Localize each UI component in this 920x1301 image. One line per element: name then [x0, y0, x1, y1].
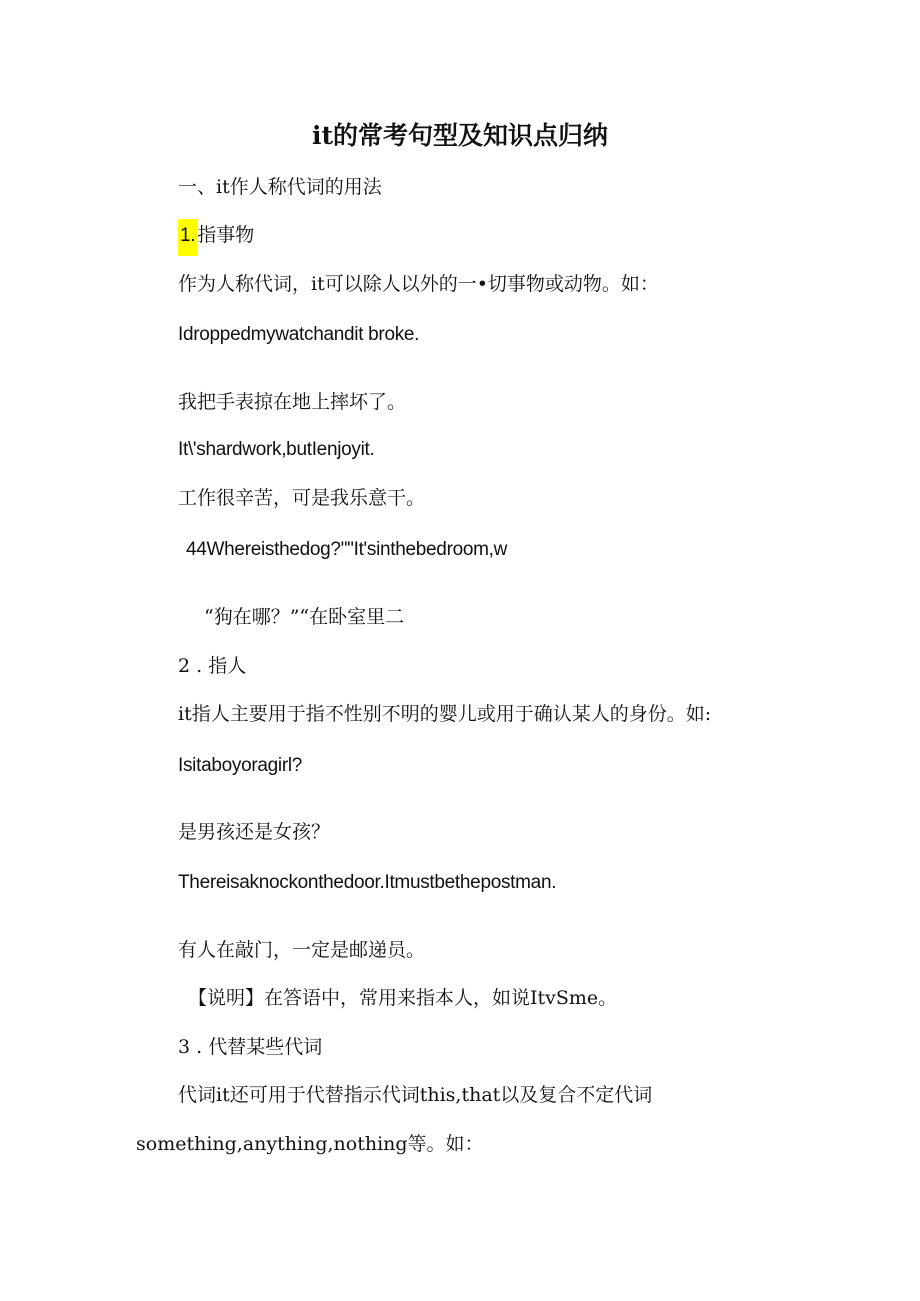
list-item-3: 3 . 代替某些代词 — [178, 1036, 323, 1058]
example-sentence: Idroppedmywatchandit broke. — [178, 324, 420, 345]
example-sentence: Isitaboyoragirl? — [178, 755, 303, 776]
translation: 工作很辛苦，可是我乐意干。 — [178, 487, 426, 509]
paragraph-continuation: something,anything,nothing等。如： — [136, 1133, 484, 1155]
example-sentence: Thereisaknockonthedoor.Itmustbethepostman. — [178, 872, 557, 893]
page-title: it的常考句型及知识点归纳 — [311, 121, 609, 150]
paragraph: 代词it还可用于代替指示代词this,that以及复合不定代词 — [178, 1084, 653, 1106]
list-item-1-text: 指事物 — [197, 224, 255, 246]
section-heading: 一、it作人称代词的用法 — [178, 176, 382, 198]
paragraph: it指人主要用于指不性别不明的婴儿或用于确认某人的身份。如: — [178, 703, 712, 725]
paragraph: 作为人称代词，it可以除人以外的一•切事物或动物。如： — [178, 273, 659, 295]
example-sentence: 44Whereisthedog?""It'sinthebedroom,w — [186, 539, 508, 560]
highlighted-number: 1. — [178, 219, 197, 256]
note: 【说明】在答语中，常用来指本人，如说ItvSme。 — [188, 987, 618, 1009]
translation: 我把手表掠在地上摔坏了。 — [178, 391, 407, 413]
translation: 有人在敲门，一定是邮递员。 — [178, 939, 426, 961]
translation: “狗在哪？”“在卧室里二 — [204, 606, 405, 628]
example-sentence: It\'shardwork,butIenjoyit. — [178, 439, 375, 460]
translation: 是男孩还是女孩？ — [178, 821, 331, 843]
list-item-1 — [178, 222, 254, 249]
list-item-2: 2 . 指人 — [178, 655, 247, 677]
